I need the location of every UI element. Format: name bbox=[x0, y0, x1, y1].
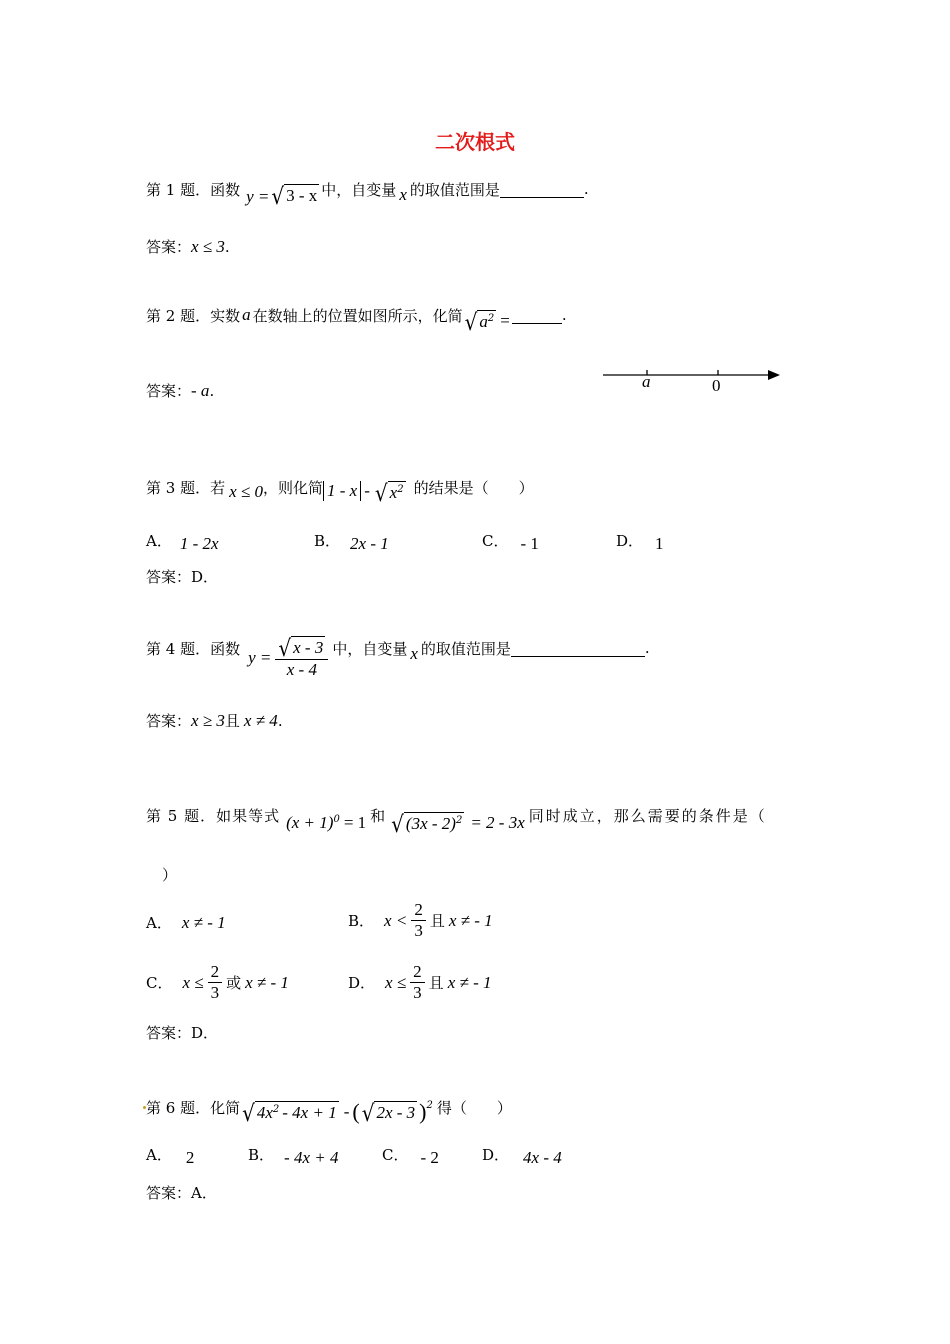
q5-expr1-rhs: = 1 bbox=[343, 813, 367, 833]
q5-option-c-frac bbox=[208, 962, 223, 1004]
q6-option-b-key: B． bbox=[248, 1146, 275, 1164]
q4-y-eq: y = bbox=[248, 648, 272, 668]
question-3 bbox=[146, 476, 534, 508]
q5-option-a-key: A． bbox=[146, 914, 172, 932]
q6-sqrt2: √ 2x - 3 bbox=[361, 1099, 416, 1127]
q6-sqrt1: √ $4x^2 - 4x + 1$ bbox=[242, 1099, 337, 1127]
q4-var: x bbox=[410, 644, 418, 664]
q3-radicand-base: x bbox=[389, 483, 398, 502]
q5-option-b[interactable] bbox=[348, 900, 493, 942]
q2-radicand-exp: 2 bbox=[487, 313, 495, 324]
q1-y-eq: y = bbox=[246, 187, 270, 207]
q5-option-d[interactable] bbox=[348, 962, 491, 1004]
q5-option-c-or: 或 bbox=[226, 974, 242, 993]
q3-option-b[interactable] bbox=[314, 530, 389, 551]
q3-minus: - bbox=[364, 481, 370, 501]
q6-option-c-key: C． bbox=[382, 1146, 409, 1164]
q4-den: x - 4 bbox=[286, 660, 317, 680]
q3-radicand-exp: 2 bbox=[397, 484, 404, 495]
q2-answer-prefix: 答案： bbox=[146, 382, 192, 400]
q1-mid: 中，自变量 bbox=[321, 180, 397, 199]
q6-option-a[interactable] bbox=[146, 1144, 194, 1165]
q5-option-b-post: x ≠ - 1 bbox=[448, 910, 493, 930]
q3-answer-prefix: 答案： bbox=[146, 568, 192, 586]
q1-blank[interactable] bbox=[500, 181, 584, 198]
q5-and: 和 bbox=[370, 806, 386, 825]
q6-radicand2: 2x - 3 bbox=[376, 1102, 416, 1122]
q6-answer: A． bbox=[191, 1184, 217, 1202]
q6-left-paren: ( bbox=[352, 1099, 360, 1124]
q1-tail: 的取值范围是 bbox=[409, 180, 500, 199]
q6-option-a-val: 2 bbox=[185, 1147, 195, 1167]
question-1 bbox=[146, 178, 589, 211]
question-4 bbox=[146, 636, 650, 681]
q6-radicand1: 4x bbox=[256, 1102, 273, 1122]
q6-option-b-val: - 4x + 4 bbox=[284, 1147, 339, 1167]
q5-option-d-post: x ≠ - 1 bbox=[447, 972, 492, 992]
question-6 bbox=[146, 1094, 512, 1127]
q3-option-a[interactable] bbox=[146, 530, 219, 551]
q3-option-d[interactable] bbox=[616, 530, 664, 551]
q5-option-b-frac bbox=[411, 900, 426, 942]
q3-option-a-key: A． bbox=[146, 532, 172, 550]
q5-option-b-num: 2 bbox=[411, 900, 426, 921]
answer-2 bbox=[146, 380, 214, 401]
q6-radicand1-tail: - 4x + 1 bbox=[282, 1102, 337, 1122]
q5-label: 第 5 题．如果等式 bbox=[146, 806, 281, 825]
q3-option-c-key: C． bbox=[482, 532, 509, 550]
question-5 bbox=[146, 804, 767, 839]
q6-minus: - bbox=[343, 1102, 350, 1121]
q2-text: 在数轴上的位置如图所示，化简 bbox=[252, 306, 463, 325]
q2-blank[interactable] bbox=[512, 307, 562, 324]
q6-option-c[interactable] bbox=[382, 1144, 439, 1165]
q5-radicand-exp: 2 bbox=[455, 815, 463, 826]
q3-option-b-key: B． bbox=[314, 532, 341, 550]
q1-answer-end: . bbox=[224, 237, 230, 256]
q6-option-d-val: 4x - 4 bbox=[523, 1147, 562, 1167]
q6-option-b[interactable] bbox=[248, 1144, 338, 1165]
answer-4 bbox=[146, 710, 283, 731]
q4-answer-and: 且 bbox=[224, 712, 240, 730]
q2-label: 第 2 题．实数 bbox=[146, 306, 241, 325]
q3-option-d-key: D． bbox=[616, 532, 644, 550]
q4-end: . bbox=[644, 639, 650, 658]
q4-answer-part1: x ≥ 3 bbox=[191, 710, 225, 730]
q5-option-c-key: C． bbox=[146, 974, 173, 993]
q3-answer: D． bbox=[191, 568, 219, 586]
q5-option-d-pre: x ≤ bbox=[385, 972, 407, 992]
q4-answer-end: . bbox=[277, 711, 283, 730]
page-title: 二次根式 bbox=[435, 130, 515, 154]
q4-answer-prefix: 答案： bbox=[146, 712, 192, 730]
q3-text: ，则化简 bbox=[262, 478, 323, 497]
q5-answer: D． bbox=[191, 1024, 219, 1042]
q1-answer-prefix: 答案： bbox=[146, 238, 192, 256]
q4-blank[interactable] bbox=[511, 640, 645, 657]
number-line-arrow-icon bbox=[768, 370, 780, 380]
q6-label: 第 6 题．化简 bbox=[146, 1098, 241, 1117]
q3-tail: 的结果是（ ） bbox=[413, 478, 534, 497]
q4-mid: 中，自变量 bbox=[332, 639, 408, 658]
q4-num-radicand: x - 3 bbox=[293, 638, 324, 657]
q3-option-c-val: - 1 bbox=[520, 533, 539, 553]
q6-option-c-val: - 2 bbox=[420, 1147, 439, 1167]
q6-option-d-key: D． bbox=[482, 1146, 510, 1164]
q3-option-b-val: 2x - 1 bbox=[350, 533, 389, 553]
q4-label: 第 4 题．函数 bbox=[146, 639, 241, 658]
answer-1 bbox=[146, 236, 230, 257]
q1-var: x bbox=[399, 185, 407, 205]
q4-answer-part2: x ≠ 4 bbox=[243, 710, 278, 730]
q5-option-d-frac bbox=[410, 962, 425, 1004]
axis-label-0: 0 bbox=[712, 376, 721, 395]
q5-option-b-key: B． bbox=[348, 912, 375, 931]
answer-6 bbox=[146, 1182, 217, 1203]
q5-option-d-and: 且 bbox=[428, 974, 444, 993]
q4-fraction: √ x - 3 x - 4 bbox=[275, 636, 328, 681]
q3-option-d-val: 1 bbox=[655, 533, 664, 553]
q5-option-b-and: 且 bbox=[429, 912, 445, 931]
q5-option-a-val: x ≠ - 1 bbox=[181, 912, 226, 932]
q3-cond: x ≤ 0 bbox=[229, 482, 263, 502]
q6-exp: 2 bbox=[426, 1099, 433, 1111]
q6-option-d[interactable] bbox=[482, 1144, 562, 1165]
q1-answer: x ≤ 3 bbox=[191, 236, 225, 256]
q5-sqrt: √ (3x - 2)$^2$ bbox=[391, 810, 463, 839]
q4-tail: 的取值范围是 bbox=[420, 639, 511, 658]
q5-option-d-num: 2 bbox=[410, 962, 425, 983]
q3-label: 第 3 题．若 bbox=[146, 478, 226, 497]
q5-option-c-den: 3 bbox=[210, 983, 220, 1003]
q5-expr2-rhs: = 2 - 3x bbox=[470, 813, 525, 833]
answer-5 bbox=[146, 1022, 218, 1043]
q5-option-c-pre: x ≤ bbox=[182, 972, 204, 992]
q1-end: . bbox=[583, 180, 589, 199]
q5-expr1-exp: 0 bbox=[333, 813, 340, 825]
q2-radicand-base: a bbox=[479, 312, 488, 331]
q2-answer: - a bbox=[191, 380, 210, 400]
q2-end: . bbox=[561, 306, 567, 325]
q5-close: ） bbox=[162, 866, 178, 884]
q5-tail: 同时成立，那么需要的条件是（ bbox=[528, 806, 767, 825]
q1-label: 第 1 题．函数 bbox=[146, 180, 241, 199]
q5-option-c-num: 2 bbox=[208, 962, 223, 983]
question-2 bbox=[146, 304, 567, 337]
answer-3 bbox=[146, 566, 218, 587]
q5-expr1: (x + 1) bbox=[286, 813, 334, 833]
q3-option-a-val: 1 - 2x bbox=[179, 533, 219, 553]
q5-option-b-den: 3 bbox=[414, 921, 423, 941]
axis-label-a: a bbox=[642, 372, 651, 391]
q6-answer-prefix: 答案： bbox=[146, 1184, 192, 1202]
q6-option-a-key: A． bbox=[146, 1146, 172, 1164]
q5-answer-prefix: 答案： bbox=[146, 1024, 192, 1042]
q1-radicand: 3 - x bbox=[286, 186, 318, 205]
q3-option-c[interactable] bbox=[482, 530, 539, 551]
q5-option-c[interactable] bbox=[146, 962, 289, 1004]
q2-var: a bbox=[242, 305, 251, 325]
q6-tail: 得（ ） bbox=[436, 1098, 512, 1117]
q5-option-a[interactable] bbox=[146, 912, 226, 933]
q2-answer-end: . bbox=[209, 381, 215, 400]
q5-option-b-pre: x < bbox=[384, 910, 408, 930]
number-line bbox=[600, 364, 782, 396]
q5-option-d-key: D． bbox=[348, 974, 376, 993]
q5-option-d-den: 3 bbox=[413, 983, 422, 1003]
q5-option-c-post: x ≠ - 1 bbox=[245, 972, 289, 992]
q2-sqrt: √ $a^2$ bbox=[464, 308, 495, 337]
q6-right-paren: ) bbox=[419, 1099, 427, 1124]
q3-sqrt: √ $x^2$ bbox=[374, 479, 404, 508]
q5-radicand: (3x - 2) bbox=[405, 814, 456, 833]
q6-radicand1-exp: 2 bbox=[272, 1103, 280, 1115]
q1-sqrt: √ 3 - x bbox=[271, 182, 318, 211]
q3-abs: 1 - x bbox=[323, 481, 361, 501]
q2-eq: = bbox=[500, 311, 510, 331]
